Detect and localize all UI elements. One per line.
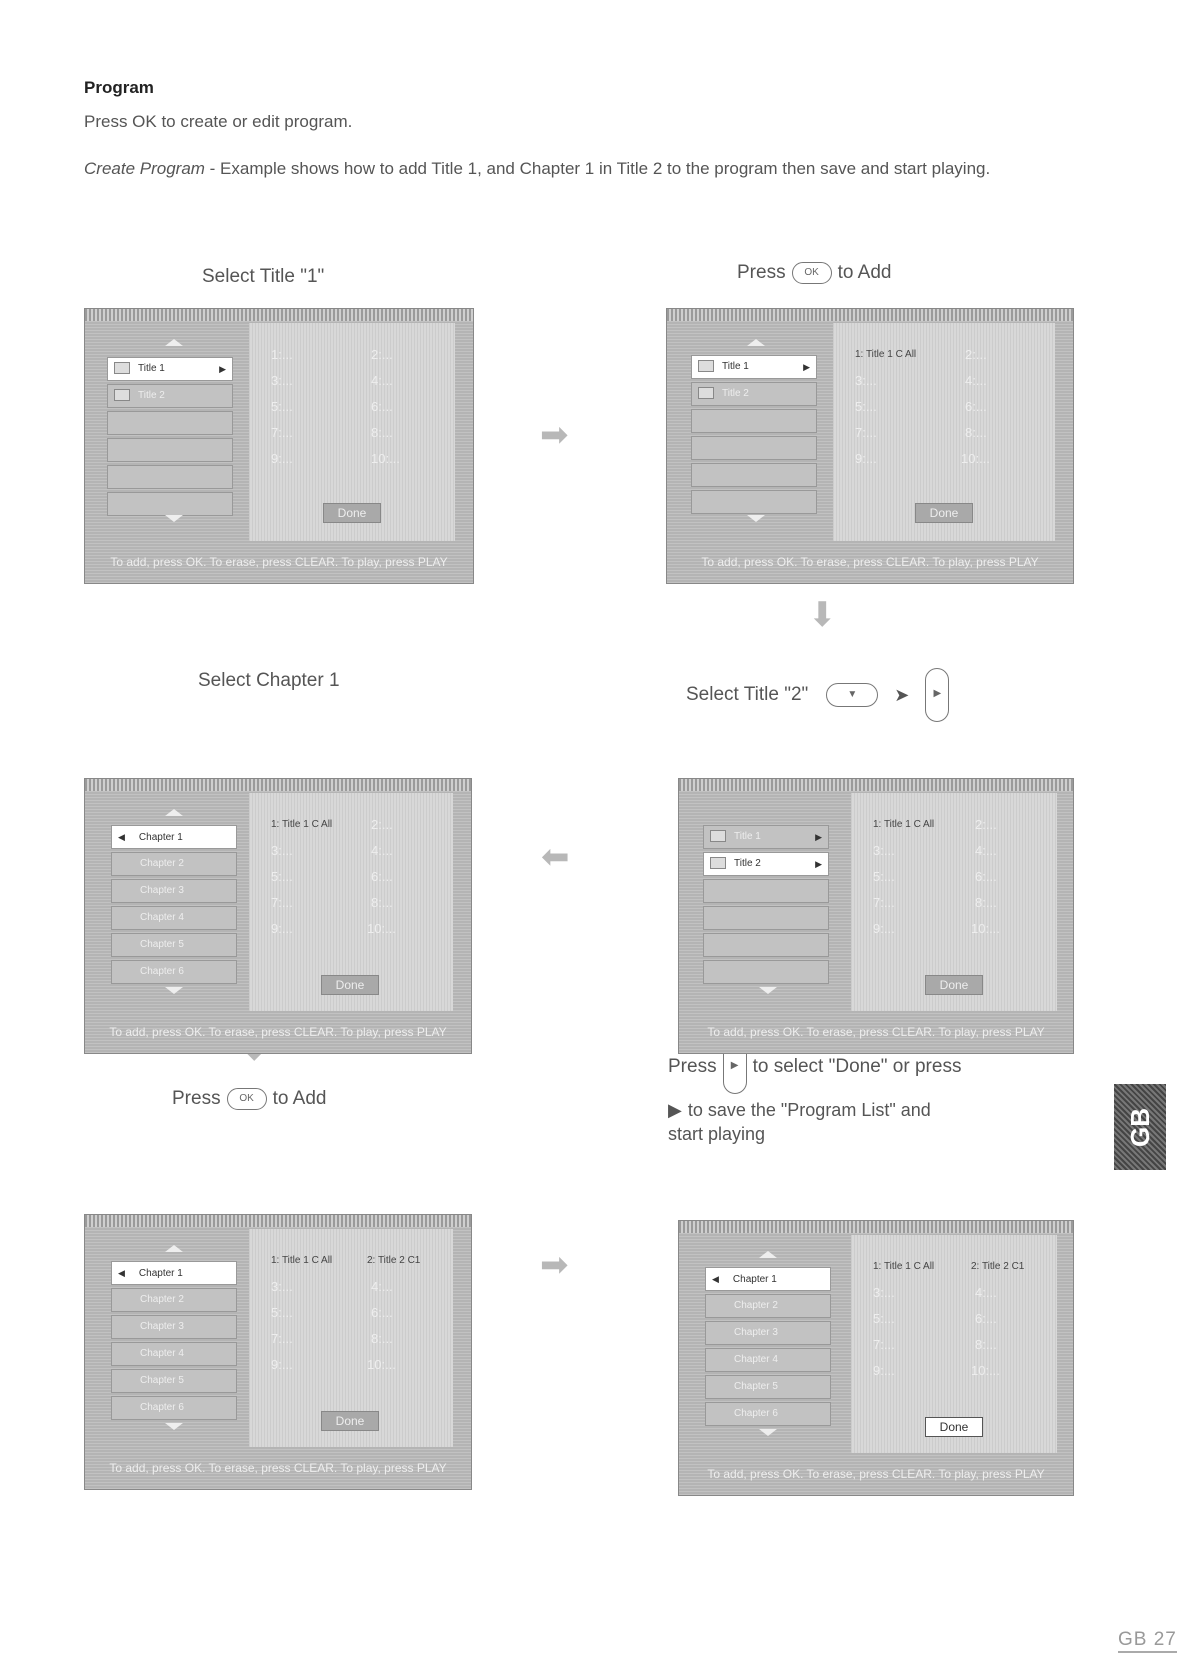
menu-item-chapter3[interactable]: Chapter 3 xyxy=(111,879,237,903)
scroll-up-icon[interactable] xyxy=(747,339,765,346)
chevron-right-icon: ▶ xyxy=(815,859,822,869)
menu-item-chapter6[interactable]: Chapter 6 xyxy=(111,960,237,984)
chevron-left-icon: ◀ xyxy=(712,1274,719,1284)
screen-top-strip xyxy=(679,779,1073,791)
slot-5[interactable]: 5:... xyxy=(873,869,895,884)
slot-5[interactable]: 5:... xyxy=(271,1305,293,1320)
flow-arrow-down-icon: ⬇ xyxy=(808,596,837,634)
scroll-down-icon[interactable] xyxy=(165,987,183,994)
title-menu xyxy=(703,825,829,987)
slot-4[interactable]: 4:... xyxy=(371,843,393,858)
menu-item-empty xyxy=(703,906,829,930)
slot-7[interactable]: 7:... xyxy=(873,1337,895,1352)
menu-item-chapter5[interactable]: Chapter 5 xyxy=(111,933,237,957)
page-number: GB 27 xyxy=(1118,1629,1177,1653)
caption-step1: Select Title "1" xyxy=(202,266,325,287)
menu-item-chapter3[interactable]: Chapter 3 xyxy=(111,1315,237,1339)
instruction-hint: To add, press OK. To erase, press CLEAR. To play, press PLAY xyxy=(109,1461,447,1475)
caption-step6-pre: Press xyxy=(668,1056,717,1077)
title-menu xyxy=(107,357,233,519)
disc-icon xyxy=(114,389,130,401)
slot-1[interactable]: 1: Title 1 C All xyxy=(271,819,333,830)
ok-button-icon: OK xyxy=(792,262,832,284)
scroll-down-icon[interactable] xyxy=(759,987,777,994)
disc-icon xyxy=(710,857,726,869)
menu-item-title2[interactable]: Title 2 xyxy=(691,382,817,406)
then-arrow-icon: ➤ xyxy=(894,684,910,705)
slot-2[interactable]: 2:... xyxy=(975,817,997,832)
menu-item-empty xyxy=(691,490,817,514)
caption-step5 xyxy=(172,1088,326,1110)
slot-3[interactable]: 3:... xyxy=(873,1285,895,1300)
slot-10[interactable]: 10:... xyxy=(971,921,1000,936)
program-list-panel xyxy=(851,793,1057,1011)
slot-10[interactable]: 10:... xyxy=(367,1357,396,1372)
menu-item-chapter2[interactable]: Chapter 2 xyxy=(111,1288,237,1312)
menu-item-chapter3[interactable]: Chapter 3 xyxy=(705,1321,831,1345)
caption-step5-pre: Press xyxy=(172,1088,221,1109)
slot-7[interactable]: 7:... xyxy=(271,425,293,440)
slot-6[interactable]: 6:... xyxy=(371,869,393,884)
slot-5[interactable]: 5:... xyxy=(873,1311,895,1326)
menu-item-empty xyxy=(691,436,817,460)
slot-2[interactable]: 2: Title 2 C1 xyxy=(971,1261,1025,1272)
screen-step2 xyxy=(666,308,1074,584)
scroll-up-icon[interactable] xyxy=(165,809,183,816)
menu-item-empty xyxy=(703,933,829,957)
slot-3[interactable]: 3:... xyxy=(873,843,895,858)
slot-2[interactable]: 2:... xyxy=(371,817,393,832)
slot-2[interactable]: 2:... xyxy=(371,347,393,362)
slot-1[interactable]: 1: Title 1 C All xyxy=(855,349,917,360)
caption-step6-line2 xyxy=(668,1100,931,1121)
done-button[interactable]: Done xyxy=(915,503,973,523)
slot-4[interactable]: 4:... xyxy=(371,373,393,388)
chevron-right-icon: ▶ xyxy=(815,832,822,842)
slot-7[interactable]: 7:... xyxy=(271,1331,293,1346)
example-body: - Example shows how to add Title 1, and Chapter 1 in Title 2 to the program then save and start playing. xyxy=(204,159,991,178)
menu-item-chapter5[interactable]: Chapter 5 xyxy=(111,1369,237,1393)
slot-1[interactable]: 1:... xyxy=(271,347,293,362)
instruction-hint: To add, press OK. To erase, press CLEAR. To play, press PLAY xyxy=(110,555,448,569)
menu-item-title1[interactable]: Title 1 ▶ xyxy=(703,825,829,849)
right-button-icon: ▶ xyxy=(723,1040,747,1094)
slot-7[interactable]: 7:... xyxy=(271,895,293,910)
caption-step3-text: Select Title "2" xyxy=(686,684,809,705)
scroll-down-icon[interactable] xyxy=(759,1429,777,1436)
slot-9[interactable]: 9:... xyxy=(271,921,293,936)
caption-step2 xyxy=(737,262,891,284)
slot-10[interactable]: 10:... xyxy=(367,921,396,936)
slot-4[interactable]: 4:... xyxy=(975,1285,997,1300)
caption-step2-pre: Press xyxy=(737,262,786,283)
slot-8[interactable]: 8:... xyxy=(371,425,393,440)
screen-top-strip xyxy=(85,1215,471,1227)
disc-icon xyxy=(698,360,714,372)
menu-item-chapter5[interactable]: Chapter 5 xyxy=(705,1375,831,1399)
disc-icon xyxy=(114,362,130,374)
right-button-icon: ▶ xyxy=(925,668,949,722)
menu-item-chapter1[interactable]: ◀ Chapter 1 xyxy=(111,825,237,849)
menu-item-empty xyxy=(107,492,233,516)
slot-2[interactable]: 2: Title 2 C1 xyxy=(367,1255,421,1266)
slot-1[interactable]: 1: Title 1 C All xyxy=(271,1255,333,1266)
done-button[interactable]: Done xyxy=(321,1411,379,1431)
screen-step3 xyxy=(678,778,1074,1054)
slot-6[interactable]: 6:... xyxy=(965,399,987,414)
chapter-menu xyxy=(705,1267,831,1429)
ok-button-icon: OK xyxy=(227,1088,267,1110)
caption-step6-line2-text: to save the "Program List" and xyxy=(687,1100,931,1120)
flow-arrow-left-icon: ⬅ xyxy=(541,838,570,876)
slot-10[interactable]: 10:... xyxy=(971,1363,1000,1378)
slot-3[interactable]: 3:... xyxy=(271,373,293,388)
screen-step6 xyxy=(678,1220,1074,1496)
scroll-up-icon[interactable] xyxy=(165,1245,183,1252)
done-button[interactable]: Done xyxy=(321,975,379,995)
caption-step5-post: to Add xyxy=(272,1088,327,1109)
slot-8[interactable]: 8:... xyxy=(975,1337,997,1352)
menu-item-chapter6[interactable]: Chapter 6 xyxy=(111,1396,237,1420)
slot-6[interactable]: 6:... xyxy=(975,869,997,884)
program-list-panel xyxy=(249,793,453,1011)
caption-step2-post: to Add xyxy=(837,262,892,283)
instruction-hint: To add, press OK. To erase, press CLEAR. To play, press PLAY xyxy=(701,555,1039,569)
slot-9[interactable]: 9:... xyxy=(873,921,895,936)
program-list-panel xyxy=(851,1235,1057,1453)
menu-item-empty xyxy=(107,411,233,435)
program-list-panel xyxy=(249,1229,453,1447)
done-button[interactable]: Done xyxy=(323,503,381,523)
screen-step5 xyxy=(84,1214,472,1490)
slot-10[interactable]: 10:... xyxy=(961,451,990,466)
slot-9[interactable]: 9:... xyxy=(873,1363,895,1378)
slot-8[interactable]: 8:... xyxy=(371,895,393,910)
program-list-panel xyxy=(249,323,455,541)
screen-step4 xyxy=(84,778,472,1054)
slot-10[interactable]: 10:... xyxy=(371,451,400,466)
chevron-left-icon: ◀ xyxy=(118,1268,125,1278)
slot-7[interactable]: 7:... xyxy=(873,895,895,910)
section-heading: Program xyxy=(84,78,154,97)
flow-arrow-right-icon: ➡ xyxy=(540,1246,569,1284)
done-button[interactable]: Done xyxy=(925,1417,983,1437)
slot-3[interactable]: 3:... xyxy=(271,843,293,858)
menu-item-chapter1[interactable]: ◀ Chapter 1 xyxy=(705,1267,831,1291)
slot-8[interactable]: 8:... xyxy=(371,1331,393,1346)
slot-1[interactable]: 1: Title 1 C All xyxy=(873,1261,935,1272)
instruction-hint: To add, press OK. To erase, press CLEAR. To play, press PLAY xyxy=(707,1025,1045,1039)
caption-step6-line3: start playing xyxy=(668,1124,766,1144)
slot-5[interactable]: 5:... xyxy=(855,399,877,414)
scroll-up-icon[interactable] xyxy=(759,1251,777,1258)
menu-item-empty xyxy=(703,879,829,903)
slot-3[interactable]: 3:... xyxy=(855,373,877,388)
screen-top-strip xyxy=(85,779,471,791)
program-list-panel xyxy=(833,323,1055,541)
menu-item-empty xyxy=(703,960,829,984)
caption-step6-mid: to select "Done" or press xyxy=(752,1056,962,1077)
slot-4[interactable]: 4:... xyxy=(371,1279,393,1294)
done-button[interactable]: Done xyxy=(925,975,983,995)
caption-step4: Select Chapter 1 xyxy=(198,670,340,691)
menu-item-chapter2[interactable]: Chapter 2 xyxy=(111,852,237,876)
slot-4[interactable]: 4:... xyxy=(975,843,997,858)
disc-icon xyxy=(698,387,714,399)
slot-8[interactable]: 8:... xyxy=(975,895,997,910)
slot-9[interactable]: 9:... xyxy=(271,451,293,466)
slot-2[interactable]: 2:... xyxy=(965,347,987,362)
slot-9[interactable]: 9:... xyxy=(855,451,877,466)
slot-6[interactable]: 6:... xyxy=(371,399,393,414)
intro-text: Press OK to create or edit program. xyxy=(84,112,353,131)
menu-item-title2[interactable]: Title 2 ▶ xyxy=(703,852,829,876)
scroll-down-icon[interactable] xyxy=(165,515,183,522)
instruction-hint: To add, press OK. To erase, press CLEAR. To play, press PLAY xyxy=(109,1025,447,1039)
slot-7[interactable]: 7:... xyxy=(855,425,877,440)
menu-item-empty xyxy=(691,409,817,433)
down-button-icon: ▼ xyxy=(826,683,878,707)
slot-5[interactable]: 5:... xyxy=(271,399,293,414)
instruction-hint: To add, press OK. To erase, press CLEAR. To play, press PLAY xyxy=(707,1467,1045,1481)
language-tab: GB xyxy=(1114,1084,1166,1170)
chapter-menu xyxy=(111,1261,237,1423)
example-text xyxy=(84,157,1094,180)
flow-arrow-right-icon: ➡ xyxy=(540,416,569,454)
menu-item-chapter2[interactable]: Chapter 2 xyxy=(705,1294,831,1318)
menu-item-empty xyxy=(691,463,817,487)
screen-top-strip xyxy=(667,309,1073,321)
chevron-right-icon: ▶ xyxy=(219,364,226,374)
example-title: Create Program xyxy=(84,159,205,178)
slot-3[interactable]: 3:... xyxy=(271,1279,293,1294)
scroll-up-icon[interactable] xyxy=(165,339,183,346)
menu-item-title2[interactable]: Title 2 xyxy=(107,384,233,408)
menu-item-empty xyxy=(107,465,233,489)
play-icon: ▶ xyxy=(668,1100,682,1120)
title-menu xyxy=(691,355,817,517)
menu-item-chapter4[interactable]: Chapter 4 xyxy=(111,1342,237,1366)
chevron-right-icon: ▶ xyxy=(803,362,810,372)
menu-item-title1[interactable]: Title 1 ▶ xyxy=(691,355,817,379)
scroll-down-icon[interactable] xyxy=(747,515,765,522)
screen-top-strip xyxy=(679,1221,1073,1233)
menu-item-empty xyxy=(107,438,233,462)
slot-6[interactable]: 6:... xyxy=(975,1311,997,1326)
slot-4[interactable]: 4:... xyxy=(965,373,987,388)
menu-item-chapter1[interactable]: ◀ Chapter 1 xyxy=(111,1261,237,1285)
screen-step1 xyxy=(84,308,474,584)
menu-item-chapter6[interactable]: Chapter 6 xyxy=(705,1402,831,1426)
disc-icon xyxy=(710,830,726,842)
slot-1[interactable]: 1: Title 1 C All xyxy=(873,819,935,830)
slot-9[interactable]: 9:... xyxy=(271,1357,293,1372)
slot-5[interactable]: 5:... xyxy=(271,869,293,884)
scroll-down-icon[interactable] xyxy=(165,1423,183,1430)
chapter-menu xyxy=(111,825,237,987)
caption-step3 xyxy=(686,668,949,722)
slot-8[interactable]: 8:... xyxy=(965,425,987,440)
slot-6[interactable]: 6:... xyxy=(371,1305,393,1320)
screen-top-strip xyxy=(85,309,473,321)
menu-item-chapter4[interactable]: Chapter 4 xyxy=(705,1348,831,1372)
chevron-left-icon: ◀ xyxy=(118,832,125,842)
menu-item-title1[interactable]: Title 1 ▶ xyxy=(107,357,233,381)
menu-item-chapter4[interactable]: Chapter 4 xyxy=(111,906,237,930)
